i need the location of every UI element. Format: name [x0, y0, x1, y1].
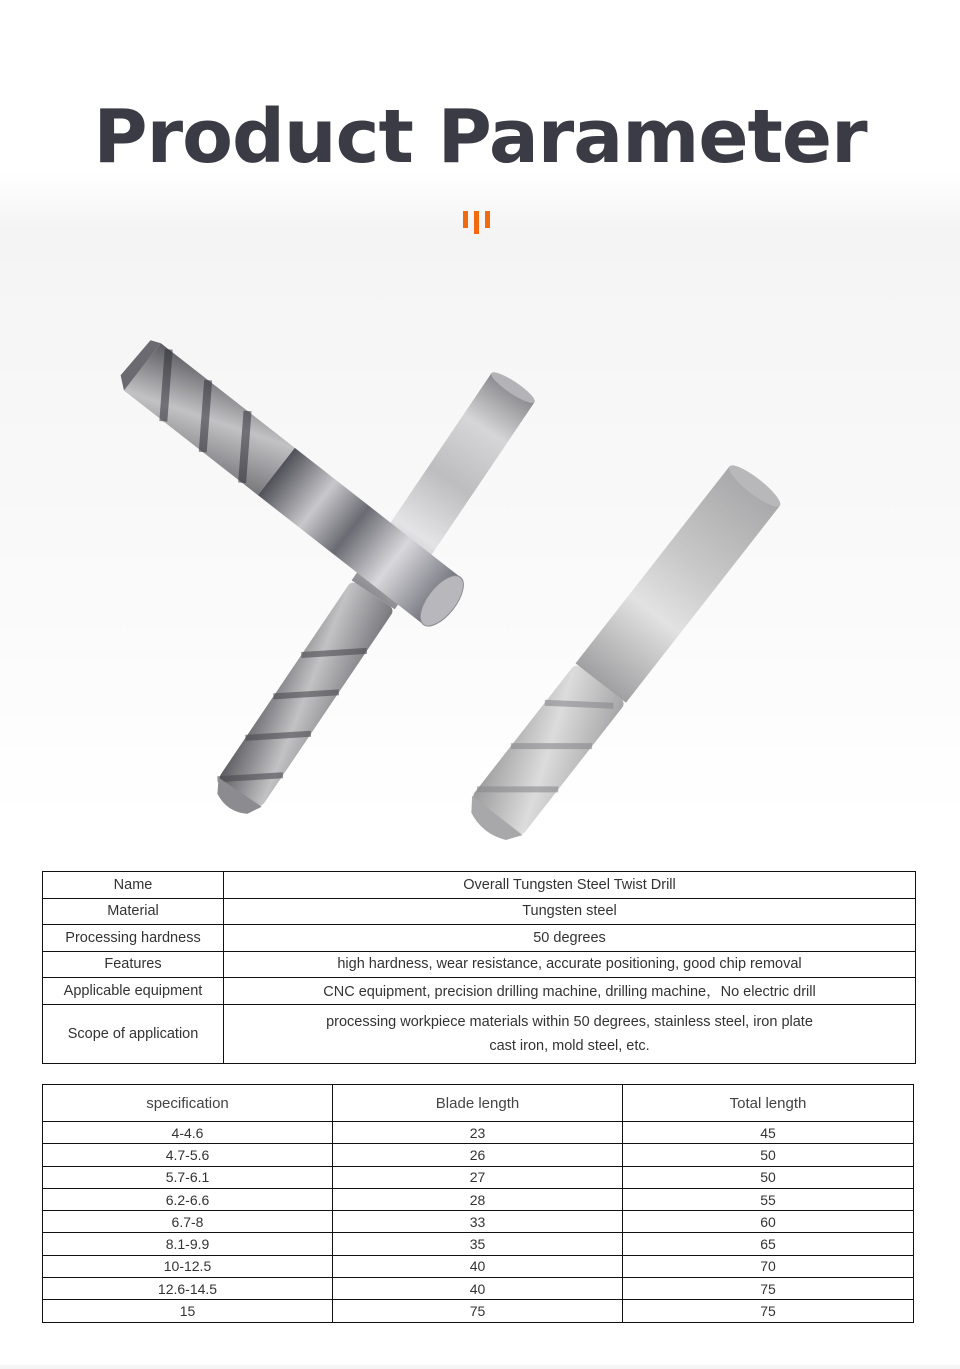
cell-blade-length: 40: [333, 1255, 623, 1277]
param-value-line: cast iron, mold steel, etc.: [489, 1037, 650, 1054]
param-value: 50 degrees: [224, 925, 916, 952]
cell-specification: 10-12.5: [43, 1255, 333, 1277]
param-label: Processing hardness: [43, 925, 224, 952]
cell-specification: 6.7-8: [43, 1211, 333, 1233]
cell-total-length: 70: [623, 1255, 914, 1277]
table-row: [43, 1300, 914, 1322]
cell-specification: 6.2-6.6: [43, 1188, 333, 1210]
param-label: Scope of application: [43, 1004, 224, 1063]
cell-blade-length: 28: [333, 1188, 623, 1210]
table-row: [43, 898, 916, 925]
cell-total-length: 65: [623, 1233, 914, 1255]
param-label: Material: [43, 898, 224, 925]
table-row: [43, 978, 916, 1005]
cell-blade-length: 35: [333, 1233, 623, 1255]
cell-specification: 8.1-9.9: [43, 1233, 333, 1255]
table-row: [43, 1278, 914, 1300]
specification-table: [42, 1084, 914, 1323]
table-row: [43, 1255, 914, 1277]
cell-blade-length: 33: [333, 1211, 623, 1233]
param-value: high hardness, wear resistance, accurate positioning, good chip removal: [224, 951, 916, 978]
table-row: [43, 951, 916, 978]
param-label: Applicable equipment: [43, 978, 224, 1005]
cell-total-length: 45: [623, 1122, 914, 1144]
column-header-blade-length: Blade length: [333, 1085, 623, 1122]
cell-specification: 12.6-14.5: [43, 1278, 333, 1300]
accent-bar: [485, 211, 490, 228]
table-row: [43, 1233, 914, 1255]
table-header-row: [43, 1085, 914, 1122]
product-photo: [90, 320, 890, 840]
cell-total-length: 60: [623, 1211, 914, 1233]
param-value: [224, 1004, 916, 1063]
accent-bar: [474, 211, 479, 234]
cell-total-length: 75: [623, 1278, 914, 1300]
cell-total-length: 75: [623, 1300, 914, 1322]
cell-specification: 5.7-6.1: [43, 1166, 333, 1188]
cell-total-length: 50: [623, 1144, 914, 1166]
parameter-table: [42, 871, 916, 1064]
cell-specification: 4-4.6: [43, 1122, 333, 1144]
accent-bars-icon: [463, 211, 495, 235]
param-label: Features: [43, 951, 224, 978]
column-header-total-length: Total length: [623, 1085, 914, 1122]
cell-blade-length: 75: [333, 1300, 623, 1322]
table-row: [43, 925, 916, 952]
cell-total-length: 50: [623, 1166, 914, 1188]
table-row: [43, 872, 916, 899]
param-value: Tungsten steel: [224, 898, 916, 925]
table-row: [43, 1188, 914, 1210]
cell-specification: 15: [43, 1300, 333, 1322]
table-row: [43, 1122, 914, 1144]
page-title: Product Parameter: [93, 94, 867, 180]
cell-total-length: 55: [623, 1188, 914, 1210]
param-label: Name: [43, 872, 224, 899]
cell-blade-length: 26: [333, 1144, 623, 1166]
table-row: [43, 1211, 914, 1233]
cell-specification: 4.7-5.6: [43, 1144, 333, 1166]
table-row: [43, 1144, 914, 1166]
cell-blade-length: 40: [333, 1278, 623, 1300]
param-value: Overall Tungsten Steel Twist Drill: [224, 872, 916, 899]
cell-blade-length: 23: [333, 1122, 623, 1144]
column-header-specification: specification: [43, 1085, 333, 1122]
param-value: CNC equipment, precision drilling machine, drilling machine，No electric drill: [224, 978, 916, 1005]
table-row: [43, 1004, 916, 1063]
param-value-line: processing workpiece materials within 50 degrees, stainless steel, iron plate: [326, 1013, 813, 1030]
accent-bar: [463, 211, 468, 228]
table-row: [43, 1166, 914, 1188]
cell-blade-length: 27: [333, 1166, 623, 1188]
